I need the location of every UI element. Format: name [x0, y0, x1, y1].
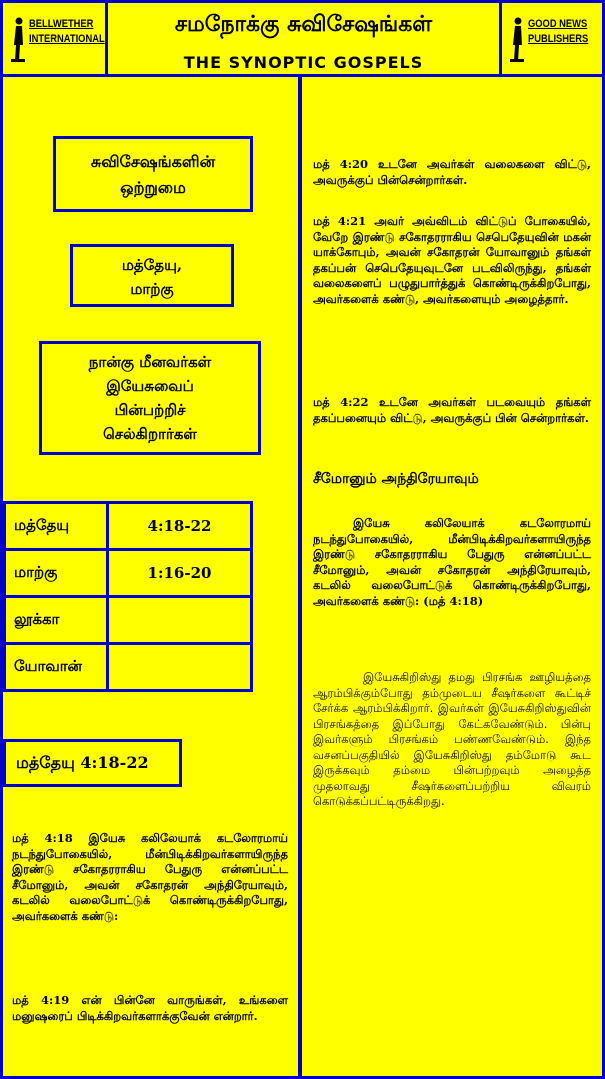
reference-table — [3, 501, 253, 692]
book-name: யோவான் — [5, 644, 108, 691]
title-english: THE SYNOPTIC GOSPELS — [183, 53, 424, 72]
verse-4-19: மத் 4:19 என் பின்னே வாருங்கள், உங்களை மனுஷரைப் பிடிக்கிறவர்களாக்குவேன் என்றார். — [12, 993, 288, 1023]
book-name: மாற்கு — [5, 550, 108, 597]
figure-icon — [11, 15, 25, 63]
gospels-box: மத்தேயு, மாற்கு — [70, 244, 234, 307]
verse-4-18: மத் 4:18 இயேசு கலிலேயாக் கடலோரமாய் நடந்துபோகையில், மீன்பிடிக்கிறவர்களாயிருந்த இரண்டு சகோதரராகிய பேதுரு என்னப்பட்ட சீமோனும், அவன் சகோதரன் அந்திரேயாவும், கடலில் வலைபோட்டுக் கொண்டிருக்கிறபோது, அவர்களைக் கண்டு: — [12, 831, 288, 923]
column-divider — [298, 77, 302, 1079]
verse-4-22: மத் 4:22 உடனே அவர்கள் படவையும் தங்கள் தகப்பனையும் விட்டு, அவருக்குப் பின் சென்றார்கள். — [313, 395, 591, 425]
table-row — [5, 644, 252, 691]
bellwether-logo — [0, 0, 108, 77]
book-reference — [108, 597, 252, 644]
summary-paragraph: இயேசு கலிலேயாக் கடலோரமாய் நடந்துபோகையில், மீன்பிடிக்கிறவர்களாயிருந்த இரண்டு சகோதரராகிய பேதுரு என்னப்பட்ட சீமோனும், அவன் சகோதரன் அந்திரேயாவும், கடலில் வலைபோட்டுக் கொண்டிருக்கிறபோது, அவர்களைக் கண்டு: (மத் 4:18) — [313, 516, 591, 608]
bellwether-logo-text: BELLWETHER INTERNATIONAL — [29, 18, 105, 45]
book-reference: 4:18-22 — [108, 503, 252, 550]
table-row — [5, 597, 252, 644]
header-title — [108, 0, 499, 77]
good-news-logo — [499, 0, 605, 77]
passage-title-box — [3, 739, 182, 787]
figure-icon — [510, 15, 524, 63]
section-subheading: சீமோனும் அந்திரேயாவும் — [313, 471, 479, 487]
unity-box: சுவிசேஷங்களின் ஒற்றுமை — [53, 136, 253, 212]
book-name: லூக்கா — [5, 597, 108, 644]
passage-title: மத்தேயு 4:18-22 — [16, 753, 149, 772]
commentary-paragraph: இயேசுகிறிஸ்து தமது பிரசங்க ஊழியத்தை ஆரம்பிக்கும்போது தம்முடைய சீஷர்களை கூட்டிச் சேர்க்க ஆரம்பிக்கிறார். இவர்கள் இயேசுகிறிஸ்துவின் பிரசங்கத்தை இப்போது கேட்கவேண்டும். பின்பு இவர்களும் பிரசங்கம் பண்ணவேண்டும். இந்த வசனப்பகுதியில் இயேசுகிறிஸ்து தம்மோடு கூட இருக்கவும் தம்மை பின்பற்றவும் அழைத்த முதலாவது சீஷர்களைப்பற்றிய விவரம் கொடுக்கப்பட்டிருக்கிறது. — [313, 670, 591, 808]
table-row — [5, 503, 252, 550]
good-news-logo-text: GOOD NEWS PUBLISHERS — [528, 18, 589, 45]
title-tamil: சமநோக்கு சுவிசேஷங்கள் — [174, 11, 433, 37]
topic-box: நான்கு மீனவர்கள் இயேசுவைப் பின்பற்றிச் செல்கிறார்கள் — [39, 341, 261, 455]
verse-4-20: மத் 4:20 உடனே அவர்கள் வலைகளை விட்டு, அவருக்குப் பின்சென்றார்கள். — [313, 157, 591, 187]
book-name: மத்தேயு — [5, 503, 108, 550]
verse-4-21: மத் 4:21 அவர் அவ்விடம் விட்டுப் போகையில், வேறே இரண்டு சகோதரராகிய செபெதேயுவின் மகன் யாக்கோபும், அவன் சகோதரன் யோவானும் தங்கள் தகப்பன் செபெதேயுவுடனே படவிலிருந்து, தங்கள் வலைகளைப் பழுதுபார்த்துக் கொண்டிருக்கிறபோது, அவர்களைக் கண்டு, அவர்களையும் அழைத்தார். — [313, 214, 591, 306]
table-row — [5, 550, 252, 597]
book-reference: 1:16-20 — [108, 550, 252, 597]
book-reference — [108, 644, 252, 691]
